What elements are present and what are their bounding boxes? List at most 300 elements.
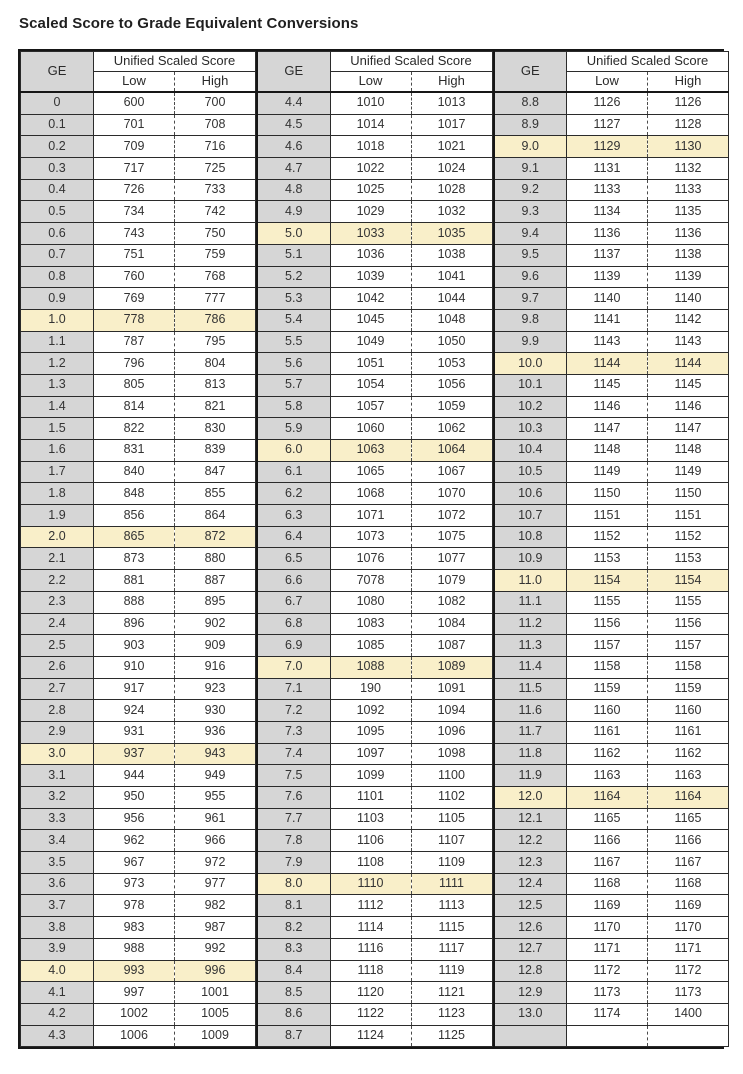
- table-row: [257, 92, 492, 114]
- ge-cell: 4.7: [257, 158, 330, 180]
- table-row: [21, 440, 256, 462]
- low-cell: 1163: [567, 765, 648, 787]
- high-cell: 1113: [411, 895, 492, 917]
- high-cell: 1155: [648, 591, 729, 613]
- high-cell: 1133: [648, 179, 729, 201]
- low-cell: 1042: [330, 288, 411, 310]
- table-group-1: [20, 51, 256, 1047]
- ge-cell: 0.9: [21, 288, 94, 310]
- low-cell: 1060: [330, 418, 411, 440]
- table-row: [21, 114, 256, 136]
- table-row: [21, 353, 256, 375]
- high-cell: 1035: [411, 223, 492, 245]
- high-cell: 1050: [411, 331, 492, 353]
- ge-cell: 6.1: [257, 461, 330, 483]
- low-cell: 1169: [567, 895, 648, 917]
- ge-cell: 0.5: [21, 201, 94, 223]
- low-cell: 1146: [567, 396, 648, 418]
- low-cell: 1039: [330, 266, 411, 288]
- high-cell: 1121: [411, 982, 492, 1004]
- ge-cell: 2.7: [21, 678, 94, 700]
- high-cell: 1128: [648, 114, 729, 136]
- low-cell: 1171: [567, 938, 648, 960]
- ge-cell: 7.4: [257, 743, 330, 765]
- low-cell: 1164: [567, 787, 648, 809]
- high-cell: 880: [175, 548, 256, 570]
- high-cell: 1150: [648, 483, 729, 505]
- table-row: [21, 591, 256, 613]
- low-cell: 1126: [567, 92, 648, 114]
- high-cell: 1064: [411, 440, 492, 462]
- low-cell: 978: [94, 895, 175, 917]
- table-row: [257, 526, 492, 548]
- table-row: [21, 656, 256, 678]
- table-row: [257, 136, 492, 158]
- high-cell: 1094: [411, 700, 492, 722]
- ge-cell: 12.2: [494, 830, 567, 852]
- high-cell: 1082: [411, 591, 492, 613]
- low-cell: 734: [94, 201, 175, 223]
- high-cell: 1154: [648, 570, 729, 592]
- low-cell: 1033: [330, 223, 411, 245]
- high-cell: 1111: [411, 873, 492, 895]
- ge-cell: 6.4: [257, 526, 330, 548]
- table-row: [21, 808, 256, 830]
- high-cell: 1028: [411, 179, 492, 201]
- ge-cell: 11.8: [494, 743, 567, 765]
- table-row: [257, 613, 492, 635]
- low-cell: 967: [94, 852, 175, 874]
- table-row: [21, 938, 256, 960]
- low-cell: 856: [94, 505, 175, 527]
- high-cell: 982: [175, 895, 256, 917]
- high-cell: 1140: [648, 288, 729, 310]
- table-row: [494, 895, 729, 917]
- ge-header: GE: [494, 52, 567, 93]
- ge-cell: 6.5: [257, 548, 330, 570]
- high-cell: 1079: [411, 570, 492, 592]
- high-cell: 1149: [648, 461, 729, 483]
- low-cell: 1022: [330, 158, 411, 180]
- table-row: [494, 678, 729, 700]
- ge-cell: 1.9: [21, 505, 94, 527]
- high-cell: 1059: [411, 396, 492, 418]
- ge-cell: 6.6: [257, 570, 330, 592]
- table-row: [21, 374, 256, 396]
- high-cell: 1098: [411, 743, 492, 765]
- high-cell: 1053: [411, 353, 492, 375]
- high-cell: 1147: [648, 418, 729, 440]
- low-cell: 717: [94, 158, 175, 180]
- ge-cell: 3.8: [21, 917, 94, 939]
- low-cell: 1161: [567, 721, 648, 743]
- high-cell: 804: [175, 353, 256, 375]
- high-cell: 1173: [648, 982, 729, 1004]
- ge-cell: 6.2: [257, 483, 330, 505]
- ge-cell: 8.4: [257, 960, 330, 982]
- table-row: [494, 440, 729, 462]
- low-cell: 1144: [567, 353, 648, 375]
- low-cell: 1159: [567, 678, 648, 700]
- high-cell: 1152: [648, 526, 729, 548]
- ge-cell: 9.3: [494, 201, 567, 223]
- high-cell: 742: [175, 201, 256, 223]
- score-header: Unified Scaled Score: [330, 52, 492, 72]
- low-cell: 973: [94, 873, 175, 895]
- high-cell: 1017: [411, 114, 492, 136]
- high-header: High: [411, 72, 492, 93]
- low-cell: 743: [94, 223, 175, 245]
- ge-cell: [494, 1025, 567, 1047]
- table-row: [494, 982, 729, 1004]
- high-cell: 1145: [648, 374, 729, 396]
- low-cell: 1108: [330, 852, 411, 874]
- high-cell: 1144: [648, 353, 729, 375]
- high-cell: 1160: [648, 700, 729, 722]
- high-cell: 1048: [411, 309, 492, 331]
- high-cell: 1136: [648, 223, 729, 245]
- table-row: [257, 244, 492, 266]
- table-row: [494, 808, 729, 830]
- high-cell: [648, 1025, 729, 1047]
- table-row: [21, 1025, 256, 1047]
- high-cell: 977: [175, 873, 256, 895]
- ge-cell: 0.1: [21, 114, 94, 136]
- table-row: [494, 331, 729, 353]
- low-cell: 1054: [330, 374, 411, 396]
- low-cell: 937: [94, 743, 175, 765]
- table-row: [257, 223, 492, 245]
- low-cell: 1155: [567, 591, 648, 613]
- table-row: [21, 288, 256, 310]
- table-row: [21, 613, 256, 635]
- table-row: [494, 461, 729, 483]
- table-row: [494, 483, 729, 505]
- high-cell: 1172: [648, 960, 729, 982]
- high-cell: 1077: [411, 548, 492, 570]
- high-cell: 759: [175, 244, 256, 266]
- ge-cell: 5.4: [257, 309, 330, 331]
- table-group-3: [493, 51, 730, 1047]
- table-row: [21, 982, 256, 1004]
- high-cell: 1156: [648, 613, 729, 635]
- ge-cell: 5.2: [257, 266, 330, 288]
- low-cell: 1170: [567, 917, 648, 939]
- table-row: [257, 505, 492, 527]
- ge-cell: 2.2: [21, 570, 94, 592]
- table-row: [494, 353, 729, 375]
- high-cell: 1009: [175, 1025, 256, 1047]
- low-cell: 962: [94, 830, 175, 852]
- low-cell: 1168: [567, 873, 648, 895]
- ge-cell: 11.2: [494, 613, 567, 635]
- ge-cell: 6.9: [257, 635, 330, 657]
- table-row: [494, 288, 729, 310]
- high-cell: 1157: [648, 635, 729, 657]
- low-cell: 1036: [330, 244, 411, 266]
- table-row: [21, 396, 256, 418]
- table-row: [21, 483, 256, 505]
- table-row: [21, 830, 256, 852]
- high-cell: 1070: [411, 483, 492, 505]
- low-cell: 1165: [567, 808, 648, 830]
- high-cell: 1109: [411, 852, 492, 874]
- table-row: [257, 114, 492, 136]
- ge-cell: 11.3: [494, 635, 567, 657]
- ge-cell: 1.5: [21, 418, 94, 440]
- high-cell: 1138: [648, 244, 729, 266]
- ge-cell: 8.3: [257, 938, 330, 960]
- low-cell: 1065: [330, 461, 411, 483]
- ge-cell: 4.5: [257, 114, 330, 136]
- ge-cell: 12.5: [494, 895, 567, 917]
- high-cell: 1044: [411, 288, 492, 310]
- low-cell: 1122: [330, 1003, 411, 1025]
- high-cell: 1024: [411, 158, 492, 180]
- high-cell: 1167: [648, 852, 729, 874]
- ge-cell: 2.4: [21, 613, 94, 635]
- ge-cell: 9.6: [494, 266, 567, 288]
- ge-cell: 7.5: [257, 765, 330, 787]
- ge-cell: 5.9: [257, 418, 330, 440]
- low-cell: 1157: [567, 635, 648, 657]
- table-row: [257, 765, 492, 787]
- high-cell: 1158: [648, 656, 729, 678]
- low-cell: [567, 1025, 648, 1047]
- high-cell: 1091: [411, 678, 492, 700]
- low-cell: 1156: [567, 613, 648, 635]
- low-cell: 1139: [567, 266, 648, 288]
- high-cell: 1153: [648, 548, 729, 570]
- low-cell: 1101: [330, 787, 411, 809]
- high-cell: 847: [175, 461, 256, 483]
- ge-cell: 0.8: [21, 266, 94, 288]
- table-row: [21, 895, 256, 917]
- table-row: [494, 938, 729, 960]
- high-cell: 1087: [411, 635, 492, 657]
- low-cell: 1083: [330, 613, 411, 635]
- high-cell: 1125: [411, 1025, 492, 1047]
- low-header: Low: [567, 72, 648, 93]
- low-cell: 1088: [330, 656, 411, 678]
- low-cell: 1148: [567, 440, 648, 462]
- low-cell: 1110: [330, 873, 411, 895]
- ge-cell: 2.5: [21, 635, 94, 657]
- table-row: [21, 678, 256, 700]
- table-row: [21, 179, 256, 201]
- high-cell: 872: [175, 526, 256, 548]
- table-row: [257, 743, 492, 765]
- table-row: [494, 136, 729, 158]
- table-row: [21, 331, 256, 353]
- table-row: [257, 873, 492, 895]
- ge-cell: 7.6: [257, 787, 330, 809]
- table-row: [494, 114, 729, 136]
- high-cell: 821: [175, 396, 256, 418]
- table-header: [494, 52, 729, 93]
- ge-cell: 4.8: [257, 179, 330, 201]
- low-cell: 1140: [567, 288, 648, 310]
- high-cell: 1162: [648, 743, 729, 765]
- table-row: [494, 721, 729, 743]
- ge-header: GE: [21, 52, 94, 93]
- high-cell: 1067: [411, 461, 492, 483]
- ge-cell: 11.9: [494, 765, 567, 787]
- table-body: [257, 92, 492, 1047]
- ge-cell: 1.3: [21, 374, 94, 396]
- high-cell: 1166: [648, 830, 729, 852]
- ge-cell: 11.1: [494, 591, 567, 613]
- ge-cell: 9.9: [494, 331, 567, 353]
- table-row: [21, 223, 256, 245]
- ge-cell: 9.8: [494, 309, 567, 331]
- low-cell: 1158: [567, 656, 648, 678]
- high-cell: 733: [175, 179, 256, 201]
- ge-cell: 0.3: [21, 158, 94, 180]
- high-cell: 996: [175, 960, 256, 982]
- ge-cell: 10.3: [494, 418, 567, 440]
- ge-cell: 2.9: [21, 721, 94, 743]
- high-cell: 777: [175, 288, 256, 310]
- ge-cell: 12.1: [494, 808, 567, 830]
- low-cell: 1071: [330, 505, 411, 527]
- table-row: [21, 1003, 256, 1025]
- table-row: [21, 743, 256, 765]
- ge-cell: 0.7: [21, 244, 94, 266]
- table-row: [494, 613, 729, 635]
- table-row: [257, 787, 492, 809]
- low-cell: 1095: [330, 721, 411, 743]
- high-cell: 1005: [175, 1003, 256, 1025]
- low-cell: 993: [94, 960, 175, 982]
- low-header: Low: [94, 72, 175, 93]
- high-header: High: [648, 72, 729, 93]
- table-row: [21, 917, 256, 939]
- high-cell: 1151: [648, 505, 729, 527]
- low-cell: 1103: [330, 808, 411, 830]
- low-cell: 1092: [330, 700, 411, 722]
- table-row: [494, 570, 729, 592]
- low-cell: 1172: [567, 960, 648, 982]
- low-cell: 1025: [330, 179, 411, 201]
- ge-cell: 12.3: [494, 852, 567, 874]
- low-cell: 1151: [567, 505, 648, 527]
- ge-cell: 1.2: [21, 353, 94, 375]
- table-row: [257, 461, 492, 483]
- table-row: [21, 266, 256, 288]
- ge-cell: 2.8: [21, 700, 94, 722]
- ge-cell: 1.8: [21, 483, 94, 505]
- high-cell: 1143: [648, 331, 729, 353]
- table-row: [257, 548, 492, 570]
- low-cell: 903: [94, 635, 175, 657]
- high-cell: 1084: [411, 613, 492, 635]
- ge-cell: 0.4: [21, 179, 94, 201]
- ge-cell: 10.4: [494, 440, 567, 462]
- ge-cell: 3.7: [21, 895, 94, 917]
- table-row: [494, 374, 729, 396]
- low-cell: 1145: [567, 374, 648, 396]
- high-cell: 1139: [648, 266, 729, 288]
- table-row: [21, 873, 256, 895]
- low-cell: 1057: [330, 396, 411, 418]
- ge-cell: 11.7: [494, 721, 567, 743]
- high-cell: 830: [175, 418, 256, 440]
- ge-cell: 6.7: [257, 591, 330, 613]
- table-row: [257, 266, 492, 288]
- low-cell: 840: [94, 461, 175, 483]
- table-row: [494, 244, 729, 266]
- high-cell: 786: [175, 309, 256, 331]
- low-cell: 1045: [330, 309, 411, 331]
- table-row: [21, 548, 256, 570]
- table-row: [21, 309, 256, 331]
- low-cell: 1134: [567, 201, 648, 223]
- ge-cell: 0.2: [21, 136, 94, 158]
- low-cell: 917: [94, 678, 175, 700]
- ge-cell: 4.0: [21, 960, 94, 982]
- high-cell: 1117: [411, 938, 492, 960]
- high-cell: 887: [175, 570, 256, 592]
- high-cell: 1089: [411, 656, 492, 678]
- table-body: [494, 92, 729, 1047]
- high-cell: 855: [175, 483, 256, 505]
- table-row: [494, 92, 729, 114]
- low-cell: 888: [94, 591, 175, 613]
- ge-cell: 4.1: [21, 982, 94, 1004]
- score-header: Unified Scaled Score: [94, 52, 256, 72]
- ge-cell: 12.8: [494, 960, 567, 982]
- low-cell: 1099: [330, 765, 411, 787]
- table-row: [494, 418, 729, 440]
- table-row: [257, 418, 492, 440]
- low-cell: 1160: [567, 700, 648, 722]
- ge-cell: 7.8: [257, 830, 330, 852]
- low-cell: 831: [94, 440, 175, 462]
- ge-cell: 8.0: [257, 873, 330, 895]
- ge-cell: 7.2: [257, 700, 330, 722]
- low-cell: 931: [94, 721, 175, 743]
- high-cell: 1159: [648, 678, 729, 700]
- ge-cell: 5.8: [257, 396, 330, 418]
- low-cell: 1002: [94, 1003, 175, 1025]
- high-cell: 1100: [411, 765, 492, 787]
- table-row: [494, 656, 729, 678]
- low-cell: 1150: [567, 483, 648, 505]
- table-row: [257, 721, 492, 743]
- ge-cell: 4.9: [257, 201, 330, 223]
- high-cell: 795: [175, 331, 256, 353]
- table-row: [257, 570, 492, 592]
- table-row: [494, 852, 729, 874]
- high-cell: 1096: [411, 721, 492, 743]
- table-header: [21, 52, 256, 93]
- table-row: [21, 136, 256, 158]
- score-header: Unified Scaled Score: [567, 52, 729, 72]
- table-row: [494, 396, 729, 418]
- ge-cell: 3.2: [21, 787, 94, 809]
- table-row: [494, 917, 729, 939]
- ge-cell: 6.8: [257, 613, 330, 635]
- low-cell: 944: [94, 765, 175, 787]
- table-row: [21, 158, 256, 180]
- low-cell: 873: [94, 548, 175, 570]
- ge-cell: 4.3: [21, 1025, 94, 1047]
- high-cell: 1021: [411, 136, 492, 158]
- low-cell: 1116: [330, 938, 411, 960]
- low-cell: 956: [94, 808, 175, 830]
- high-cell: 1075: [411, 526, 492, 548]
